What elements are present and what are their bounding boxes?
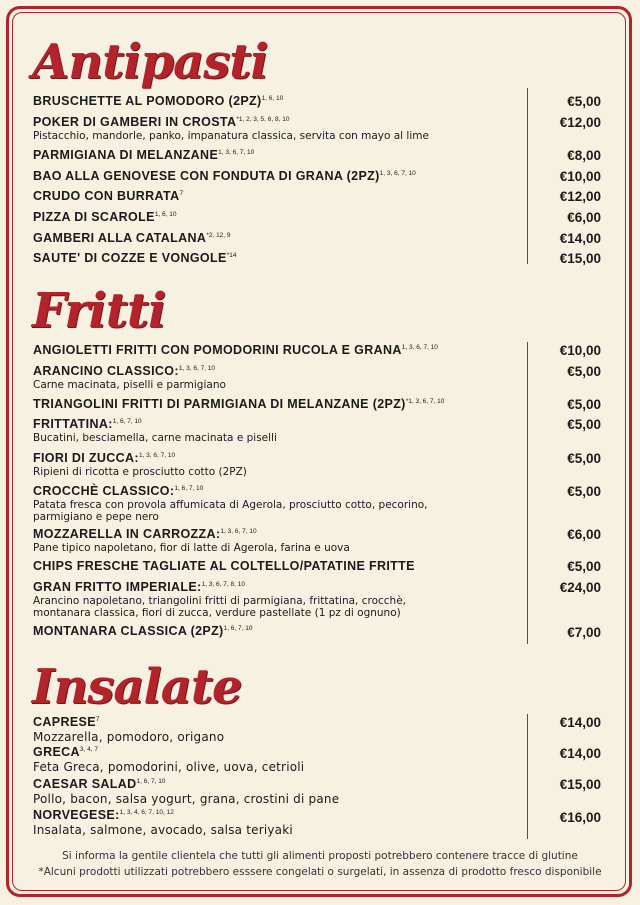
item-price: €5,00 xyxy=(567,364,601,379)
footer-frozen-note: *Alcuni prodotti utilizzati potrebbero esssere congelati o surgelati, in assenza di prodotto fresco disponibile xyxy=(38,866,602,878)
allergens: 1, 3, 6, 7, 10 xyxy=(401,344,438,351)
item-price: €5,00 xyxy=(567,94,601,109)
allergens: 7 xyxy=(179,190,184,197)
item-price: €5,00 xyxy=(567,397,601,412)
item-name: ANGIOLETTI FRITTI CON POMODORINI RUCOLA E GRANA xyxy=(33,343,402,357)
item-description-line2: montanara classica, fiori di zucca, verdure pastellate (1 pz di ognuno) xyxy=(33,607,401,619)
menu-item xyxy=(33,94,523,109)
allergens: 1, 3, 6, 7, 10 xyxy=(178,365,216,372)
menu-item xyxy=(33,251,523,266)
allergens: 1, 3, 6, 7, 10 xyxy=(138,452,176,459)
menu-item xyxy=(33,364,523,391)
divider-insalate xyxy=(527,714,528,839)
item-name: GRECA xyxy=(33,745,80,759)
allergens: *2, 12, 9 xyxy=(206,232,231,239)
item-name: CAESAR SALAD xyxy=(33,777,137,791)
section-title-fritti: Fritti xyxy=(32,283,166,339)
item-name: POKER DI GAMBERI IN CROSTA xyxy=(33,115,237,129)
menu-item xyxy=(33,808,523,837)
item-name: PIZZA DI SCAROLE xyxy=(33,210,155,224)
item-name: FRITTATINA: xyxy=(33,417,113,431)
menu-item xyxy=(33,115,523,142)
section-title-insalate: Insalate xyxy=(32,659,242,715)
menu-item xyxy=(33,580,523,619)
menu-item xyxy=(33,777,523,806)
allergens: 1, 3, 6, 7, 10 xyxy=(379,170,416,177)
item-description: Bucatini, besciamella, carne macinata e piselli xyxy=(33,432,277,444)
item-price: €10,00 xyxy=(559,343,601,358)
allergens: 1, 3, 4, 6, 7, 10, 12 xyxy=(119,809,174,816)
allergens: 1, 6, 7, 10 xyxy=(223,625,253,632)
allergens: 1, 3, 6, 7, 8, 10 xyxy=(201,581,245,588)
item-price: €6,00 xyxy=(567,527,601,542)
menu-item xyxy=(33,210,523,225)
menu-item xyxy=(33,527,523,554)
item-description: Pollo, bacon, salsa yogurt, grana, crostini di pane xyxy=(33,792,340,806)
allergens: *1, 2, 3, 5, 6, 8, 10 xyxy=(236,116,290,123)
item-price: €24,00 xyxy=(559,580,601,595)
allergens: *14 xyxy=(226,252,237,259)
menu-item xyxy=(33,231,523,246)
allergens: 1, 3, 6, 7, 10 xyxy=(218,149,255,156)
menu-item xyxy=(33,715,523,744)
section-title-antipasti: Antipasti xyxy=(32,34,268,90)
item-name: NORVEGESE: xyxy=(33,808,120,822)
item-price: €14,00 xyxy=(559,715,601,730)
item-description: Mozzarella, pomodoro, origano xyxy=(33,730,225,744)
item-name: CROCCHÈ CLASSICO: xyxy=(33,484,175,498)
item-name: FIORI DI ZUCCA: xyxy=(33,451,139,465)
item-description: Feta Greca, pomodorini, olive, uova, cetrioli xyxy=(33,760,305,774)
item-name: GRAN FRITTO IMPERIALE: xyxy=(33,580,202,594)
item-price: €15,00 xyxy=(559,251,601,266)
menu-item xyxy=(33,169,523,184)
menu-item xyxy=(33,148,523,163)
allergens: 1, 6, 10 xyxy=(154,211,177,218)
allergens: 7 xyxy=(95,716,100,723)
item-description-line2: parmigiano e pepe nero xyxy=(33,511,159,523)
item-name: ARANCINO CLASSICO: xyxy=(33,364,179,378)
menu-item xyxy=(33,417,523,444)
item-description: Arancino napoletano, triangolini fritti di parmigiana, frittatina, crocchè, xyxy=(33,595,407,607)
menu-item xyxy=(33,451,523,478)
item-price: €6,00 xyxy=(567,210,601,225)
item-price: €12,00 xyxy=(559,189,601,204)
item-name: SAUTE' DI COZZE E VONGOLE xyxy=(33,251,227,265)
item-price: €12,00 xyxy=(559,115,601,130)
item-name: CHIPS FRESCHE TAGLIATE AL COLTELLO/PATATINE FRITTE xyxy=(33,559,415,573)
item-description: Pistacchio, mandorle, panko, impanatura classica, servita con mayo al lime xyxy=(33,130,429,142)
menu-item xyxy=(33,745,523,774)
item-price: €16,00 xyxy=(559,810,601,825)
item-name: GAMBERI ALLA CATALANA xyxy=(33,231,207,245)
item-name: MONTANARA CLASSICA (2PZ) xyxy=(33,624,224,638)
allergens: 1, 6, 10 xyxy=(261,95,284,102)
item-price: €5,00 xyxy=(567,484,601,499)
item-price: €8,00 xyxy=(567,148,601,163)
item-price: €14,00 xyxy=(559,746,601,761)
divider-antipasti xyxy=(527,88,528,264)
allergens: 1, 6, 7, 10 xyxy=(136,778,166,785)
item-price: €10,00 xyxy=(559,169,601,184)
item-description: Ripieni di ricotta e prosciutto cotto (2PZ) xyxy=(33,466,247,478)
allergens: 3, 4, 7 xyxy=(79,746,98,753)
divider-fritti xyxy=(527,342,528,644)
menu-item xyxy=(33,559,523,574)
menu-item xyxy=(33,484,523,523)
menu-item xyxy=(33,624,523,639)
item-description: Insalata, salmone, avocado, salsa teriyaki xyxy=(33,823,293,837)
item-name: TRIANGOLINI FRITTI DI PARMIGIANA DI MELANZANE (2PZ) xyxy=(33,397,406,411)
allergens: 1, 3, 6, 7, 10 xyxy=(220,528,257,535)
item-price: €7,00 xyxy=(567,625,601,640)
item-description: Pane tipico napoletano, fior di latte di Agerola, farina e uova xyxy=(33,542,350,554)
item-price: €5,00 xyxy=(567,451,601,466)
footer-gluten-note: Si informa la gentile clientela che tutti gli alimenti proposti potrebbero contenere tracce di glutine xyxy=(62,850,578,862)
item-description: Patata fresca con provola affumicata di Agerola, prosciutto cotto, pecorino, xyxy=(33,499,428,511)
menu-item xyxy=(33,397,523,412)
item-name: BRUSCHETTE AL POMODORO (2PZ) xyxy=(33,94,262,108)
item-price: €5,00 xyxy=(567,417,601,432)
item-name: CRUDO CON BURRATA xyxy=(33,189,180,203)
menu-item xyxy=(33,189,523,204)
item-price: €14,00 xyxy=(559,231,601,246)
item-name: BAO ALLA GENOVESE CON FONDUTA DI GRANA (2PZ) xyxy=(33,169,380,183)
item-name: MOZZARELLA IN CARROZZA: xyxy=(33,527,221,541)
allergens: 1, 6, 7, 10 xyxy=(174,485,204,492)
item-name: CAPRESE xyxy=(33,715,96,729)
item-name: PARMIGIANA DI MELANZANE xyxy=(33,148,219,162)
menu-item xyxy=(33,343,523,358)
item-price: €15,00 xyxy=(559,777,601,792)
allergens: *1, 3, 6, 7, 10 xyxy=(405,398,445,405)
item-price: €5,00 xyxy=(567,559,601,574)
allergens: 1, 6, 7, 10 xyxy=(112,418,142,425)
item-description: Carne macinata, piselli e parmigiano xyxy=(33,379,226,391)
